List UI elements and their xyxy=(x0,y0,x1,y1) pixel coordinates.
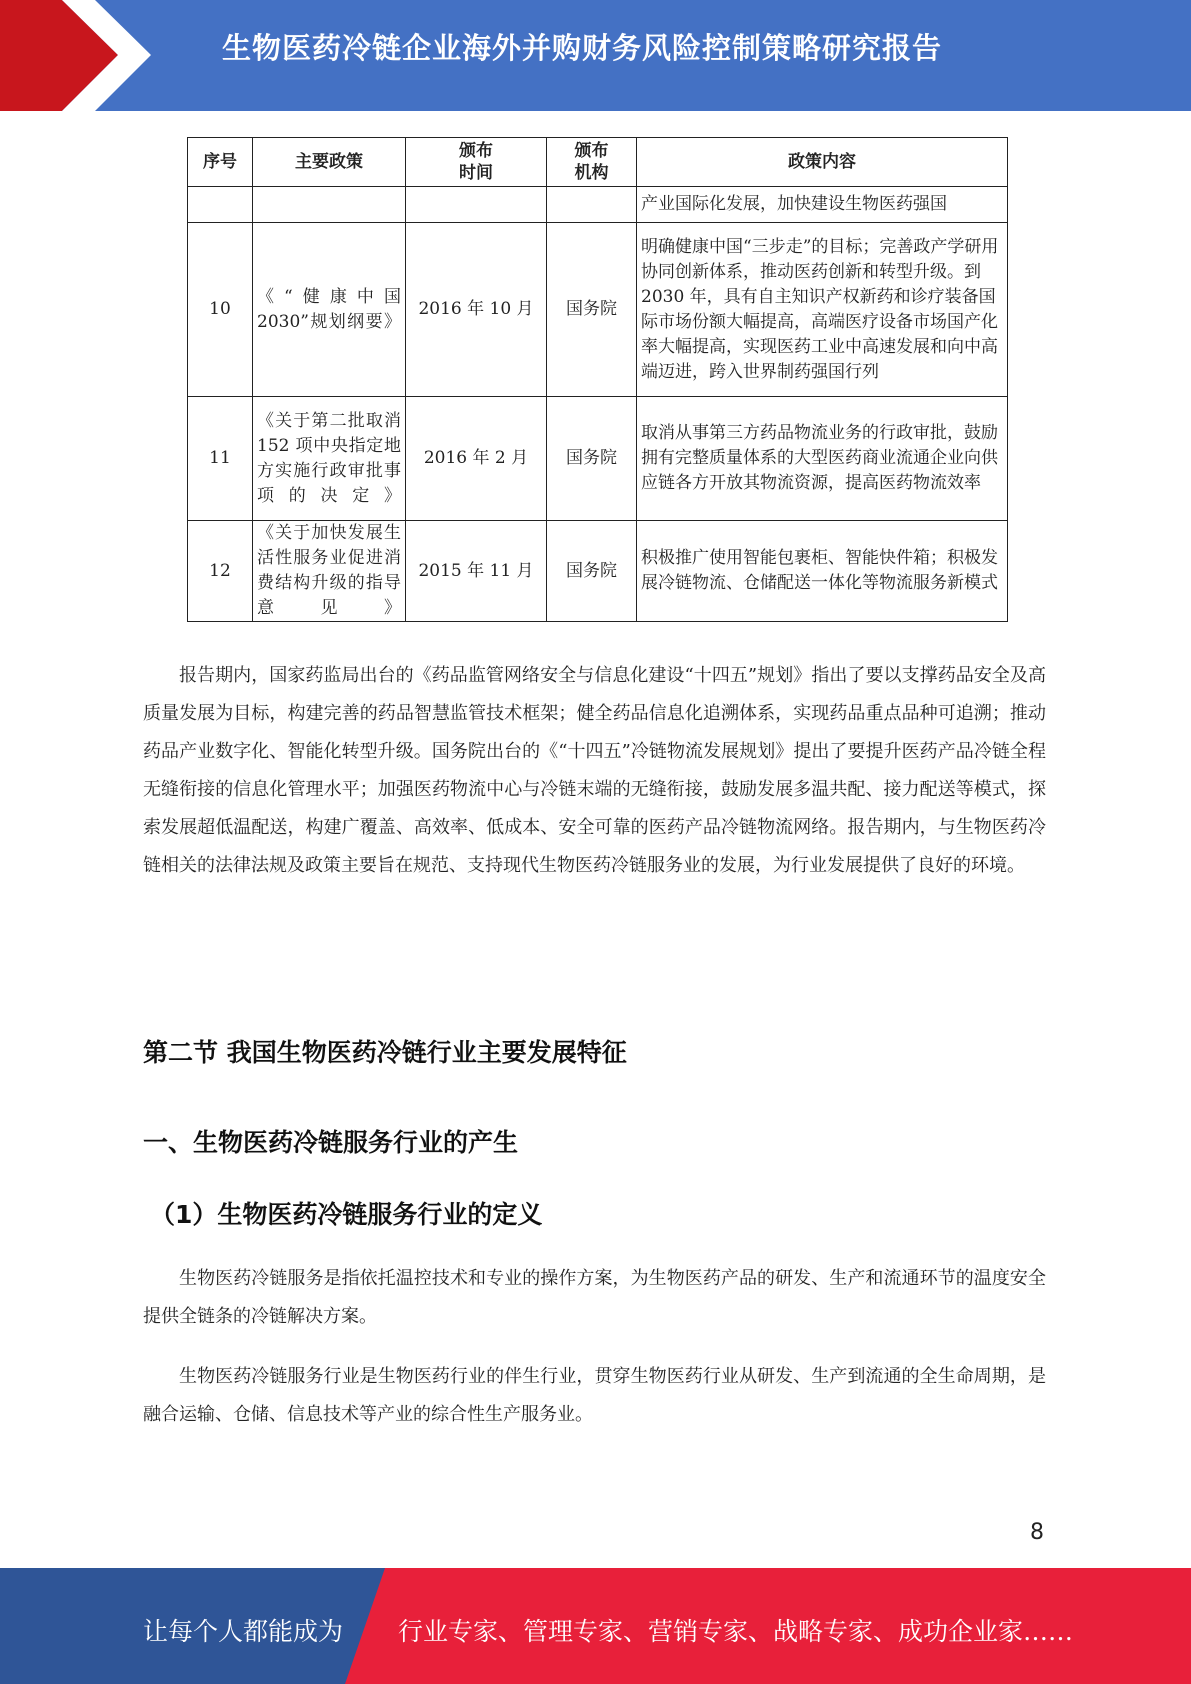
col-header-org-text: 颁布机构 xyxy=(574,141,609,183)
col-header-content: 政策内容 xyxy=(637,138,1008,187)
cell-policy: 《“健康中国2030”规划纲要》 xyxy=(253,223,406,397)
cell-policy: 《关于第二批取消 152 项中央指定地方实施行政审批事项的决定》 xyxy=(253,397,406,521)
table-header-row xyxy=(188,138,1008,187)
cell-policy: 《关于加快发展生活性服务业促进消费结构升级的指导意见》 xyxy=(253,521,406,622)
footer-slogan-left: 让每个人都能成为 xyxy=(143,1617,344,1646)
section-heading: 第二节 我国生物医药冷链行业主要发展特征 xyxy=(143,1038,627,1067)
col-header-policy: 主要政策 xyxy=(253,138,406,187)
cell-no: 11 xyxy=(188,397,253,521)
cell-date: 2016 年 10 月 xyxy=(406,223,547,397)
table-row xyxy=(188,223,1008,397)
sub-subsection-heading: （1）生物医药冷链服务行业的定义 xyxy=(150,1200,543,1229)
page-footer xyxy=(0,1568,1191,1684)
col-header-date-text: 颁布时间 xyxy=(458,141,493,183)
page-number: 8 xyxy=(1030,1520,1044,1545)
table-row xyxy=(188,397,1008,521)
col-header-org xyxy=(547,138,637,187)
footer-slogan-right: 行业专家、管理专家、营销专家、战略专家、成功企业家…… xyxy=(398,1617,1074,1646)
cell-policy xyxy=(253,187,406,223)
cell-org xyxy=(547,187,637,223)
col-header-date xyxy=(406,138,547,187)
cell-content: 积极推广使用智能包裹柜、智能快件箱；积极发展冷链物流、仓储配送一体化等物流服务新模式 xyxy=(637,521,1008,622)
policy-table xyxy=(187,137,1008,622)
table-row xyxy=(188,187,1008,223)
cell-content: 取消从事第三方药品物流业务的行政审批，鼓励拥有完整质量体系的大型医药商业流通企业向供应链各方开放其物流资源，提高医药物流效率 xyxy=(637,397,1008,521)
cell-date: 2015 年 11 月 xyxy=(406,521,547,622)
col-header-no: 序号 xyxy=(188,138,253,187)
cell-org: 国务院 xyxy=(547,521,637,622)
cell-no: 12 xyxy=(188,521,253,622)
header-arrow-icon xyxy=(0,0,160,111)
page-header xyxy=(0,0,1191,111)
subsection-heading: 一、生物医药冷链服务行业的产生 xyxy=(143,1128,519,1157)
cell-content: 产业国际化发展，加快建设生物医药强国 xyxy=(637,187,1008,223)
cell-date: 2016 年 2 月 xyxy=(406,397,547,521)
cell-no xyxy=(188,187,253,223)
cell-no: 10 xyxy=(188,223,253,397)
cell-org: 国务院 xyxy=(547,223,637,397)
body-paragraph-policy-summary: 报告期内，国家药监局出台的《药品监管网络安全与信息化建设“十四五”规划》指出了要以支撑药品安全及高质量发展为目标，构建完善的药品智慧监管技术框架；健全药品信息化追溯体系，实现药品重点品种可追溯；推动药品产业数字化、智能化转型升级。国务院出台的《“十四五”冷链物流发展规划》提出了要提升医药产品冷链全程无缝衔接的信息化管理水平；加强医药物流中心与冷链末端的无缝衔接，鼓励发展多温共配、接力配送等模式，探索发展超低温配送，构建广覆盖、高效率、低成本、安全可靠的医药产品冷链物流网络。报告期内，与生物医药冷链相关的法律法规及政策主要旨在规范、支持现代生物医药冷链服务业的发展，为行业发展提供了良好的环境。 xyxy=(143,665,1046,876)
cell-content: 明确健康中国“三步走”的目标；完善政产学研用协同创新体系，推动医药创新和转型升级。到 2030 年，具有自主知识产权新药和诊疗装备国际市场份额大幅提高，高端医疗设备市场国产化率大幅提高，实现医药工业中高速发展和向中高端迈进，跨入世界制药强国行列 xyxy=(637,223,1008,397)
header-title: 生物医药冷链企业海外并购财务风险控制策略研究报告 xyxy=(222,31,943,65)
cell-org: 国务院 xyxy=(547,397,637,521)
cell-date xyxy=(406,187,547,223)
body-paragraph-industry: 生物医药冷链服务行业是生物医药行业的伴生行业，贯穿生物医药行业从研发、生产到流通的全生命周期，是融合运输、仓储、信息技术等产业的综合性生产服务业。 xyxy=(143,1366,1046,1425)
body-paragraph-definition: 生物医药冷链服务是指依托温控技术和专业的操作方案，为生物医药产品的研发、生产和流通环节的温度安全提供全链条的冷链解决方案。 xyxy=(143,1268,1046,1327)
table-row xyxy=(188,521,1008,622)
